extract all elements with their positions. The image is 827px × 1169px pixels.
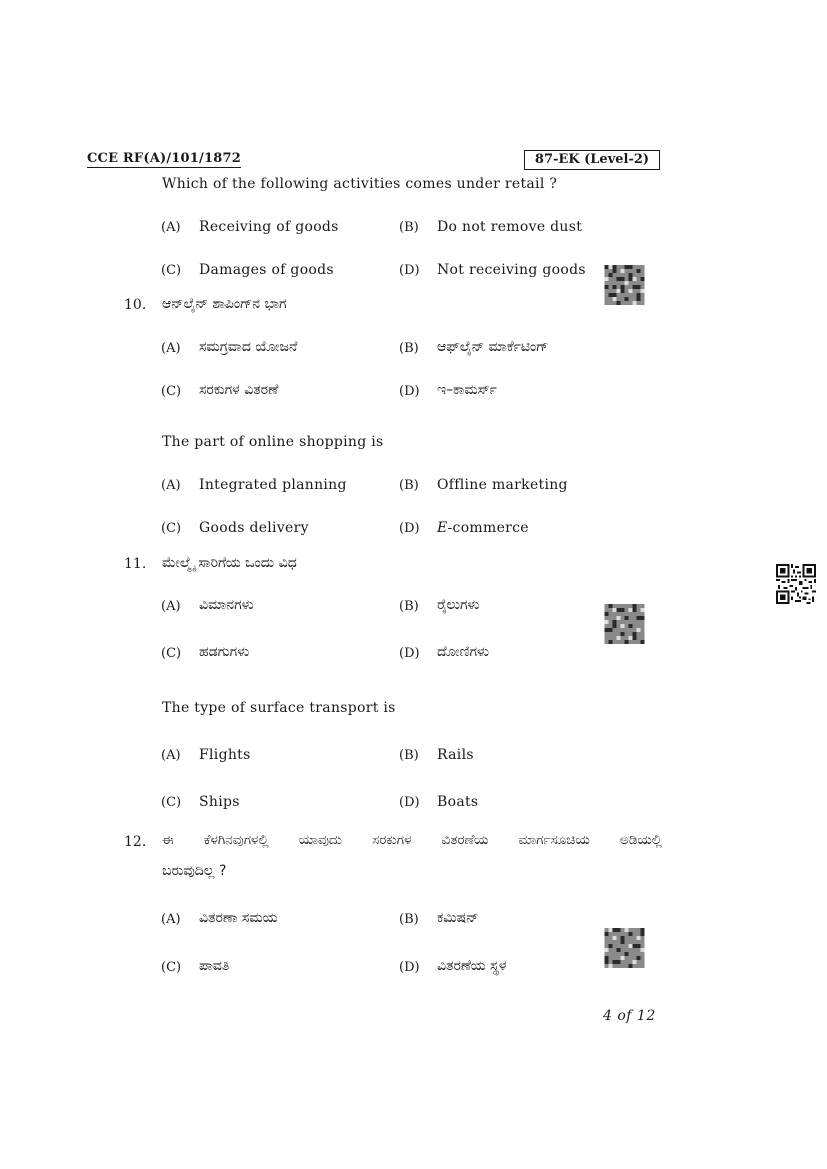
q12-kn-opt-d-label: (D) <box>399 960 420 975</box>
q11-kn-opt-c: ಹಡಗುಗಳು <box>199 644 250 660</box>
qr-code-icon <box>776 564 816 604</box>
q11-kn-question: ಮೇಲ್ಮೈ ಸಾರಿಗೆಯ ಒಂದು ವಿಧ <box>162 555 297 571</box>
q11-kn-opt-c-label: (C) <box>161 646 182 661</box>
q11-en-opt-c: Ships <box>199 794 240 810</box>
q10-en-opt-b-label: (B) <box>399 478 419 493</box>
noise-qr-code-icon <box>604 265 645 305</box>
q10-kn-opt-d-label: (D) <box>399 384 420 399</box>
q10-kn-opt-a: ಸಮಗ್ರವಾದ ಯೋಜನೆ <box>199 339 298 355</box>
q10-en-opt-d-prefix: E <box>437 520 448 536</box>
q12-kn-opt-d: ವಿತರಣೆಯ ಸ್ಥಳ <box>437 958 507 974</box>
q10-kn-opt-a-label: (A) <box>161 341 181 356</box>
q10-en-opt-d <box>437 520 529 536</box>
q11-en-opt-d: Boats <box>437 794 479 810</box>
q11-en-opt-b-label: (B) <box>399 748 419 763</box>
q12-kn-opt-c-label: (C) <box>161 960 182 975</box>
q11-kn-opt-b-label: (B) <box>399 599 419 614</box>
q11-en-opt-c-label: (C) <box>161 795 182 810</box>
q9-en-opt-a: Receiving of goods <box>199 219 339 235</box>
q10-kn-opt-c-label: (C) <box>161 384 182 399</box>
q10-kn-opt-b: ಆಫ್‌ಲೈನ್ ಮಾರ್ಕೆಟಿಂಗ್ <box>437 339 549 355</box>
q10-kn-opt-d: ಇ–ಕಾಮರ್ಸ್ <box>437 382 497 398</box>
noise-qr-code-icon <box>604 604 645 644</box>
q12-kn-opt-a-label: (A) <box>161 912 181 927</box>
q10-en-opt-a: Integrated planning <box>199 477 347 493</box>
q10-en-opt-c: Goods delivery <box>199 520 309 536</box>
q9-en-opt-d-label: (D) <box>399 263 420 278</box>
q12-kn-opt-b-label: (B) <box>399 912 419 927</box>
q12-kn-opt-b: ಕಮಿಷನ್ <box>437 910 479 926</box>
q11-kn-opt-d: ದೋಣಿಗಳು <box>437 644 490 660</box>
q9-en-opt-c: Damages of goods <box>199 262 334 278</box>
q12-number: 12. <box>124 834 147 850</box>
q12-kn-question-line1: ಈ ಕೆಳಗಿನವುಗಳಲ್ಲಿ ಯಾವುದು ಸರಕುಗಳ ವಿತರಣೆಯ ಮಾರ್ಗಸೂಚಿಯ ಅಡಿಯಲ್ಲಿ <box>162 832 662 848</box>
q10-en-opt-a-label: (A) <box>161 478 181 493</box>
q12-kn-question-line2: ಬರುವುದಿಲ್ಲ ? <box>162 863 227 879</box>
q10-kn-question: ಆನ್‌ಲೈನ್ ಶಾಪಿಂಗ್‌ನ ಭಾಗ <box>162 296 287 312</box>
q11-kn-opt-a: ವಿಮಾನಗಳು <box>199 597 254 613</box>
q9-en-opt-b-label: (B) <box>399 220 419 235</box>
q10-en-opt-c-label: (C) <box>161 521 182 536</box>
q9-en-opt-a-label: (A) <box>161 220 181 235</box>
q10-en-opt-d-label: (D) <box>399 521 420 536</box>
q12-kn-opt-c: ಪಾವತಿ <box>199 958 230 974</box>
q10-en-opt-b: Offline marketing <box>437 477 568 493</box>
paper-code-box: 87-EK (Level-2) <box>524 150 660 170</box>
q9-en-opt-c-label: (C) <box>161 263 182 278</box>
q11-en-opt-b: Rails <box>437 747 474 763</box>
q9-en-question: Which of the following activities comes under retail ? <box>162 176 558 192</box>
q10-kn-opt-c: ಸರಕುಗಳ ವಿತರಣೆ <box>199 382 279 398</box>
q10-en-opt-d-rest: -commerce <box>447 520 529 536</box>
q11-kn-opt-d-label: (D) <box>399 646 420 661</box>
q12-kn-opt-a: ವಿತರಣಾ ಸಮಯ <box>199 910 278 926</box>
q10-kn-opt-b-label: (B) <box>399 341 419 356</box>
q11-en-opt-a-label: (A) <box>161 748 181 763</box>
q11-kn-opt-a-label: (A) <box>161 599 181 614</box>
exam-code: CCE RF(A)/101/1872 <box>87 151 241 166</box>
q11-number: 11. <box>124 556 147 572</box>
q10-en-question: The part of online shopping is <box>162 434 384 450</box>
page-number: 4 of 12 <box>603 1008 656 1024</box>
q11-en-opt-d-label: (D) <box>399 795 420 810</box>
q9-en-opt-b: Do not remove dust <box>437 219 583 235</box>
q11-en-opt-a: Flights <box>199 747 251 763</box>
q11-en-question: The type of surface transport is <box>162 700 396 716</box>
q11-kn-opt-b: ರೈಲುಗಳು <box>437 597 480 613</box>
noise-qr-code-icon <box>604 928 645 968</box>
q9-en-opt-d: Not receiving goods <box>437 262 586 278</box>
q10-number: 10. <box>124 297 147 313</box>
